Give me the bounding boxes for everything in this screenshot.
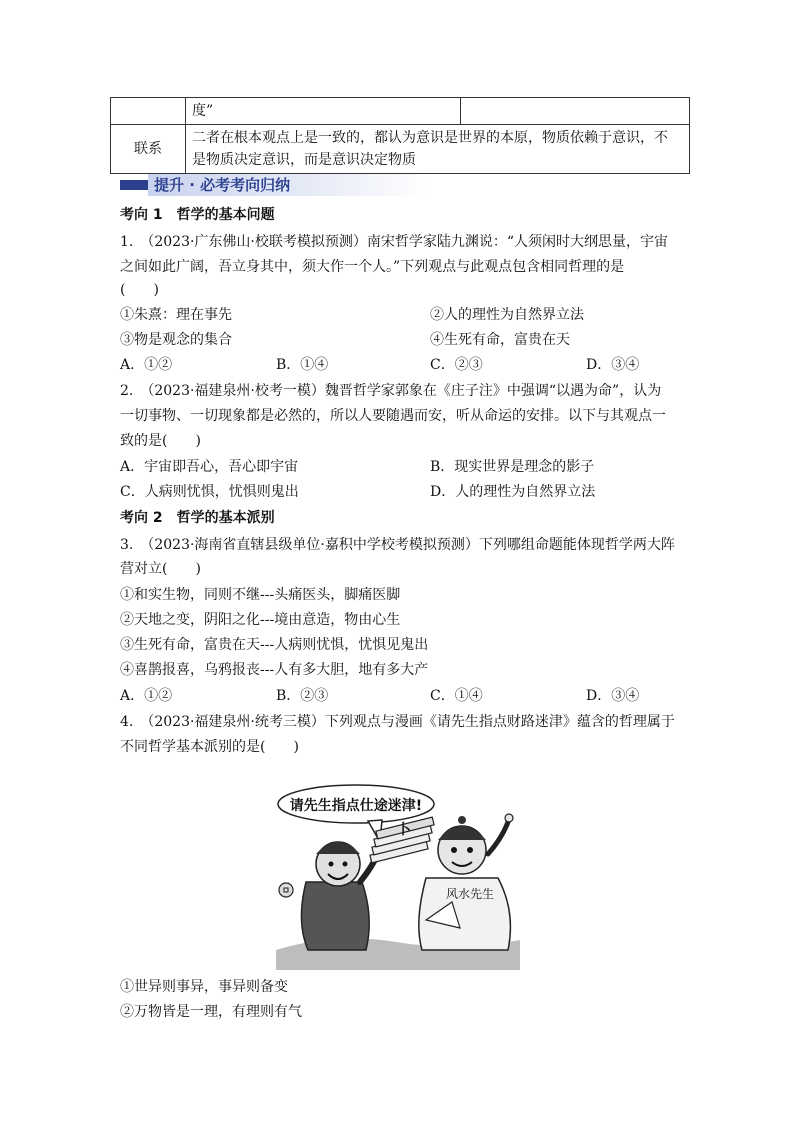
choice-b: B．①④ (276, 357, 329, 373)
option-item: ①世异则事异，事异则备变 (120, 979, 288, 995)
section-heading: 考向 1 哲学的基本问题 (120, 207, 275, 223)
option-item: ④生死有命，富贵在天 (430, 332, 570, 348)
option-item: ①和实生物，同则不继---头痛医头，脚痛医脚 (120, 587, 401, 603)
question-text: 营对立( ) (120, 561, 201, 577)
option-item: ③物是观念的集合 (120, 332, 232, 348)
question-text: 之间如此广阔，吾立身其中，须大作一个人。”下列观点与此观点包含相同哲理的是 (120, 259, 625, 275)
table-cell (461, 98, 690, 125)
choice-c: C．人病则忧惧，忧惧则鬼出 (120, 484, 299, 500)
section-heading: 考向 2 哲学的基本派别 (120, 510, 275, 526)
table-text-line: 二者在根本观点上是一致的，都认为意识是世界的本原，物质依赖于意识，不 (192, 130, 668, 146)
question-text: 1. （2023·广东佛山·校联考模拟预测）南宋哲学家陆九渊说：“人须闲时大纲思量，宇宙 (120, 234, 669, 250)
coin-icon (279, 883, 293, 897)
question-text: 3. （2023·海南省直辖县级单位·嘉积中学校考模拟预测）下列哪组命题能体现哲学两大阵 (120, 537, 675, 553)
choice-d: D．③④ (586, 688, 640, 704)
table-row-label: 联系 (111, 125, 186, 174)
section-banner (120, 174, 430, 196)
choice-a: A．①② (120, 688, 173, 704)
choice-a: A．①② (120, 357, 173, 373)
question-text: 不同哲学基本派别的是( ) (120, 739, 299, 755)
comparison-table (110, 97, 690, 174)
banner-accent-bar (120, 180, 148, 190)
table-text-line: 是物质决定意识，而是意识决定物质 (192, 152, 416, 168)
banner-title: 提升 · 必考考向归纳 (154, 176, 291, 194)
choice-c: C．②③ (430, 357, 483, 373)
speech-bubble-text: 请先生指点仕途迷津! (289, 798, 423, 814)
option-item: ②天地之变，阴阳之化---境由意造，物由心生 (120, 612, 401, 628)
option-item: ③生死有命，富贵在天---人病则忧惧，忧惧见鬼出 (120, 637, 429, 653)
table-row (111, 125, 690, 174)
choice-d: D．人的理性为自然界立法 (430, 484, 596, 500)
choice-b: B．现实世界是理念的影子 (430, 459, 595, 475)
choice-d: D．③④ (586, 357, 640, 373)
choice-c: C．①④ (430, 688, 483, 704)
table-row (111, 98, 690, 125)
answer-blank: ( ) (120, 282, 159, 298)
table-cell-merged (186, 125, 690, 174)
left-figure-body (301, 882, 369, 950)
question-text: 2. （2023·福建泉州·校考一模）魏晋哲学家郭象在《庄子注》中强调“以遇为命”，认为 (120, 383, 662, 399)
cartoon-label: 风水先生 (446, 887, 495, 901)
table-cell: 度” (186, 98, 461, 125)
option-item: ②人的理性为自然界立法 (430, 307, 584, 323)
option-item: ①朱熹：理在事先 (120, 307, 232, 323)
choice-a: A．宇宙即吾心，吾心即宇宙 (120, 459, 299, 475)
book-glyph: 卜 (397, 822, 411, 838)
cartoon-illustration (276, 782, 520, 970)
table-cell (111, 98, 186, 125)
question-text: 4. （2023·福建泉州·统考三模）下列观点与漫画《请先生指点财路迷津》蕴含的哲理属于 (120, 714, 675, 730)
option-item: ④喜鹊报喜，乌鸦报丧---人有多大胆，地有多大产 (120, 662, 429, 678)
choice-b: B．②③ (276, 688, 329, 704)
question-text: 一切事物、一切现象都是必然的，所以人要随遇而安，听从命运的安排。以下与其观点一 (120, 408, 666, 424)
question-text: 致的是( ) (120, 433, 201, 449)
option-item: ②万物皆是一理，有理则有气 (120, 1004, 302, 1020)
